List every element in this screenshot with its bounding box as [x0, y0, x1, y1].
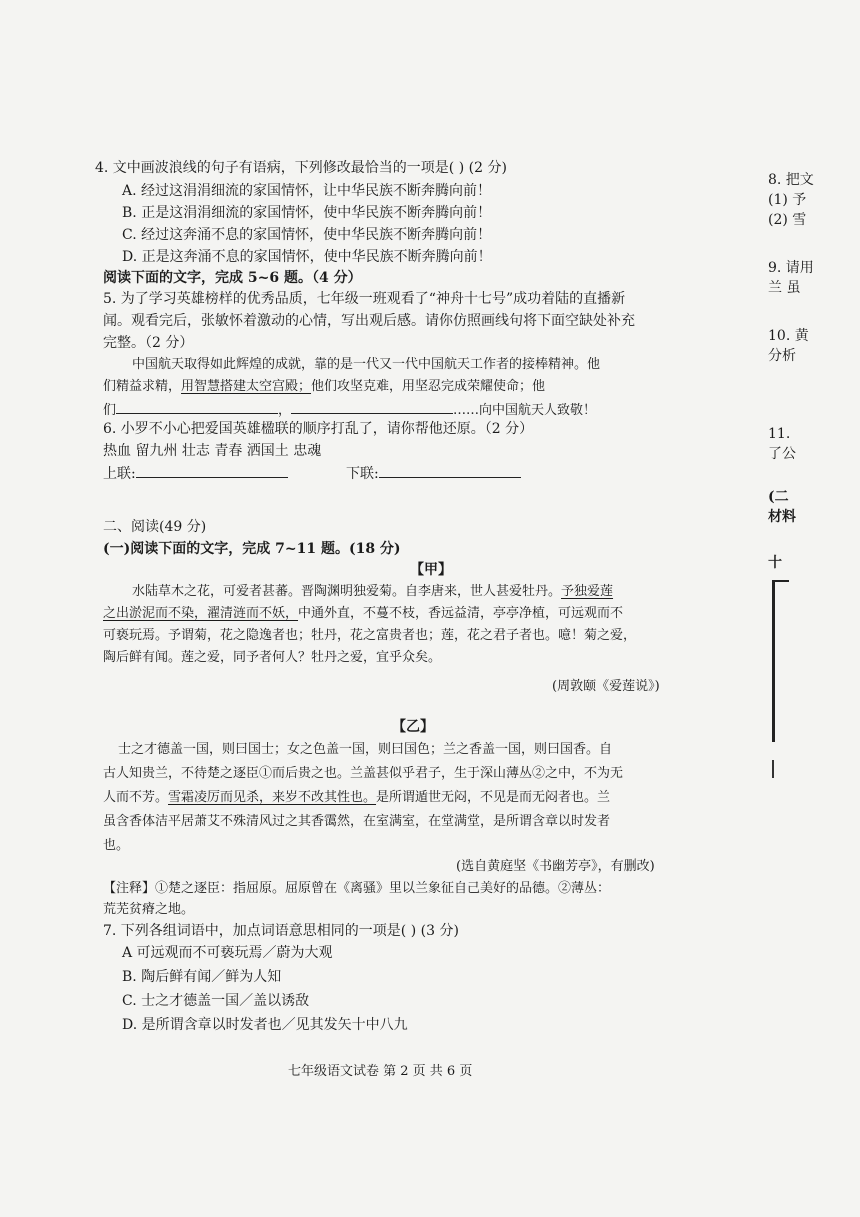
q7-option-c: C. 士之才德盖一国／盖以诱敌: [122, 993, 310, 1009]
q5-stem-line3: 完整。（2 分）: [103, 335, 194, 351]
yi-line1: 士之才德盖一国，则曰国士；女之色盖一国，则曰国色；兰之香盖一国，则曰国香。自: [118, 742, 613, 757]
jia-source: (周敦颐《爱莲说》): [552, 679, 660, 694]
next-page-q8: 8. 把文: [768, 172, 814, 188]
q4-option-b: B. 正是这涓涓细流的家国情怀，使中华民族不断奔腾向前！: [122, 205, 492, 221]
q6-words: 热血 留九州 壮志 青春 洒国土 忠魂: [103, 443, 322, 459]
q5-passage-line2: 们精益求精，用智慧搭建太空宫殿；他们攻坚克难，用坚忍完成荣耀使命；他: [103, 379, 546, 394]
q7-option-b: B. 陶后鲜有闻／鲜为人知: [122, 969, 282, 985]
part-two-heading: 二、阅读(49 分): [103, 519, 207, 535]
jia-line2: 之出淤泥而不染，濯清涟而不妖，中通外直，不蔓不枝，香远益清，亭亭净植，可远观而不: [103, 606, 624, 621]
yi-source: (选自黄庭坚《书幽芳亭》，有删改): [456, 859, 655, 874]
yi-underlined-sentence: 雪霜凌厉而见杀，来岁不改其性也。: [168, 790, 377, 805]
footnote-line1: 【注释】①楚之逐臣：指屈原。屈原曾在《离骚》里以兰象征自己美好的品德。②薄丛：: [103, 881, 611, 896]
lower-couplet-blank[interactable]: [379, 463, 521, 478]
next-page-q9-text: 兰 虽: [768, 280, 801, 296]
q5-passage-line3: 们 ， ……向中国航天人致敬！: [103, 399, 596, 421]
q5-answer-blank-1[interactable]: [116, 399, 278, 414]
next-page-section10: 十: [768, 555, 782, 571]
q5-answer-blank-2[interactable]: [291, 399, 453, 414]
q4-stem: 4. 文中画波浪线的句子有语病，下列修改最恰当的一项是( ) (2 分): [95, 160, 507, 176]
next-page-q8-1: (1) 予: [768, 192, 807, 208]
next-page-material: 材料: [768, 509, 796, 525]
footnote-line2: 荒芜贫瘠之地。: [103, 902, 195, 917]
next-page-q10: 10. 黄: [768, 328, 809, 344]
next-page-q9: 9. 请用: [768, 260, 814, 276]
next-page-box-edge: [772, 580, 789, 742]
subsection-heading-7-11: (一)阅读下面的文字，完成 7~11 题。(18 分): [103, 541, 401, 557]
yi-line4: 虽含香体洁平居萧艾不殊清风过之其香霭然，在室满室，在堂满堂，是所谓含章以时发者: [103, 814, 611, 829]
q4-option-c: C. 经过这奔涌不息的家国情怀，使中华民族不断奔腾向前！: [122, 227, 492, 243]
q5-model-sentence: 用智慧搭建太空宫殿；: [181, 379, 312, 394]
next-page-q11: 11.: [768, 426, 791, 442]
yi-line5: 也。: [103, 838, 130, 853]
q4-option-d: D. 正是这奔涌不息的家国情怀，使中华民族不断奔腾向前！: [122, 249, 492, 265]
jia-line3: 可亵玩焉。予谓菊，花之隐逸者也；牡丹，花之富贵者也；莲，花之君子者也。噫！菊之爱，: [103, 628, 637, 643]
next-page-section2: (二: [768, 489, 789, 505]
q5-passage-line1: 中国航天取得如此辉煌的成就，靠的是一代又一代中国航天工作者的接棒精神。他: [132, 357, 601, 372]
next-page-mark: [772, 760, 774, 778]
q6-lower-line: 下联:: [346, 463, 521, 484]
next-page-q8-2: (2) 雪: [768, 212, 807, 228]
jia-line1: 水陆草木之花，可爱者甚蕃。晋陶渊明独爱菊。自李唐来，世人甚爱牡丹。予独爱莲: [132, 584, 614, 599]
q6-upper-line: 上联:: [103, 463, 288, 484]
next-page-q11-text: 了公: [768, 446, 796, 462]
next-page-q10-text: 分析: [768, 348, 796, 364]
jia-underlined-sentence: 之出淤泥而不染，濯清涟而不妖，: [103, 606, 299, 621]
q5-stem-line2: 闻。观看完后，张敏怀着激动的心情，写出观后感。请你仿照画线句将下面空缺处补充: [103, 313, 635, 329]
q6-stem: 6. 小罗不小心把爱国英雄楹联的顺序打乱了，请你帮他还原。（2 分）: [103, 421, 534, 437]
yi-line2: 古人知贵兰，不待楚之逐臣①而后贵之也。兰盖甚似乎君子，生于深山薄丛②之中，不为无: [103, 766, 624, 781]
q7-option-a: A 可远观而不可亵玩焉／蔚为大观: [122, 945, 333, 961]
jia-line4: 陶后鲜有闻。莲之爱，同予者何人？牡丹之爱，宜乎众矣。: [103, 650, 442, 665]
q7-stem: 7. 下列各组词语中，加点词语意思相同的一项是( ) (3 分): [103, 923, 459, 939]
q4-option-a: A. 经过这涓涓细流的家国情怀，让中华民族不断奔腾向前！: [122, 183, 492, 199]
section-heading-5-6: 阅读下面的文字，完成 5~6 题。（4 分）: [103, 270, 362, 286]
page-footer: 七年级语文试卷 第 2 页 共 6 页: [288, 1064, 473, 1079]
passage-yi-title: 【乙】: [392, 719, 434, 735]
yi-line3: 人而不芳。雪霜凌厉而见杀，来岁不改其性也。是所谓遁世无闷，不见是而无闷者也。兰: [103, 790, 611, 805]
upper-couplet-blank[interactable]: [136, 463, 288, 478]
q5-stem-line1: 5. 为了学习英雄榜样的优秀品质，七年级一班观看了“神舟十七号”成功着陆的直播新: [103, 291, 626, 307]
passage-jia-title: 【甲】: [410, 562, 452, 578]
q7-option-d: D. 是所谓含章以时发者也／见其发矢十中八九: [122, 1017, 408, 1033]
